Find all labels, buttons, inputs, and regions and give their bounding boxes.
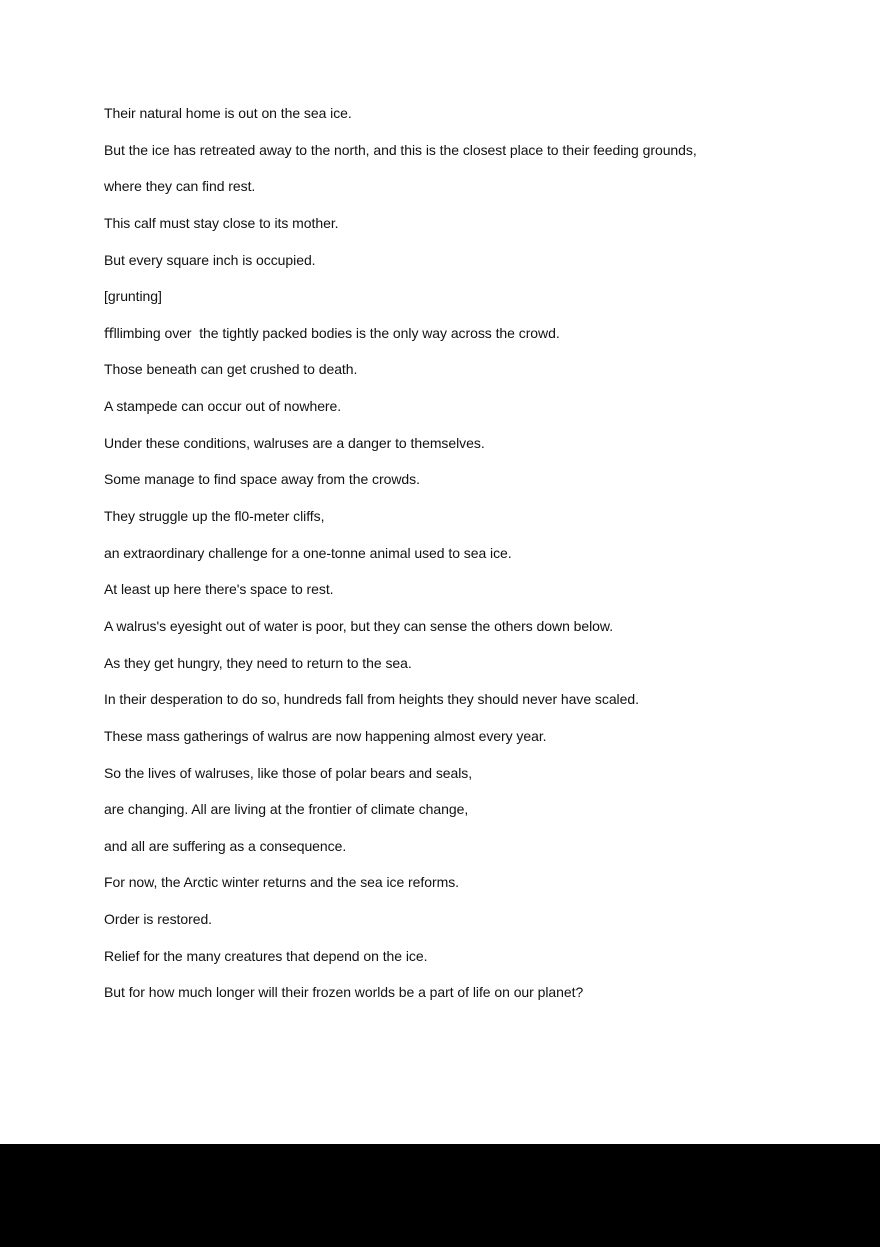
- transcript-line: Order is restored.: [104, 911, 213, 928]
- transcript-line: Under these conditions, walruses are a danger to themselves.: [104, 434, 485, 451]
- transcript-line: At least up here there's space to rest.: [104, 581, 334, 598]
- transcript-line: [grunting]: [104, 288, 162, 305]
- bottom-black-band: [0, 1144, 880, 1247]
- transcript-line: Relief for the many creatures that depend on the ice.: [104, 947, 428, 964]
- transcript-line: Their natural home is out on the sea ice.: [104, 105, 352, 121]
- transcript-line: They struggle up the ﬂ0-meter cliffs,: [104, 508, 325, 525]
- transcript-line: Those beneath can get crushed to death.: [104, 361, 358, 378]
- transcript-line: But for how much longer will their frozen worlds be a part of life on our planet?: [104, 984, 584, 1001]
- transcript-line: As they get hungry, they need to return to the sea.: [104, 654, 412, 671]
- transcript-line: In their desperation to do so, hundreds fall from heights they should never have scaled.: [104, 691, 639, 708]
- transcript-line: and all are suffering as a consequence.: [104, 837, 347, 854]
- transcript-line: where they can find rest.: [104, 178, 256, 195]
- transcript-body: [104, 103, 804, 1019]
- transcript-line: This calf must stay close to its mother.: [104, 214, 339, 231]
- transcript-line: are changing. All are living at the frontier of climate change,: [104, 801, 469, 818]
- transcript-line: A stampede can occur out of nowhere.: [104, 398, 342, 415]
- transcript-line: For now, the Arctic winter returns and the sea ice reforms.: [104, 874, 459, 891]
- transcript-line: an extraordinary challenge for a one-tonne animal used to sea ice.: [104, 544, 512, 561]
- transcript-line: So the lives of walruses, like those of polar bears and seals,: [104, 764, 473, 781]
- transcript-line: But every square inch is occupied.: [104, 251, 316, 268]
- transcript-line: But the ice has retreated away to the north, and this is the closest place to their feeding grounds,: [104, 141, 697, 158]
- transcript-line: Some manage to find space away from the crowds.: [104, 471, 420, 488]
- transcript-line: These mass gatherings of walrus are now happening almost every year.: [104, 727, 547, 744]
- transcript-line: ﬀllimbing over the tightly packed bodies is the only way across the crowd.: [104, 324, 560, 341]
- transcript-line: A walrus's eyesight out of water is poor, but they can sense the others down below.: [104, 617, 614, 634]
